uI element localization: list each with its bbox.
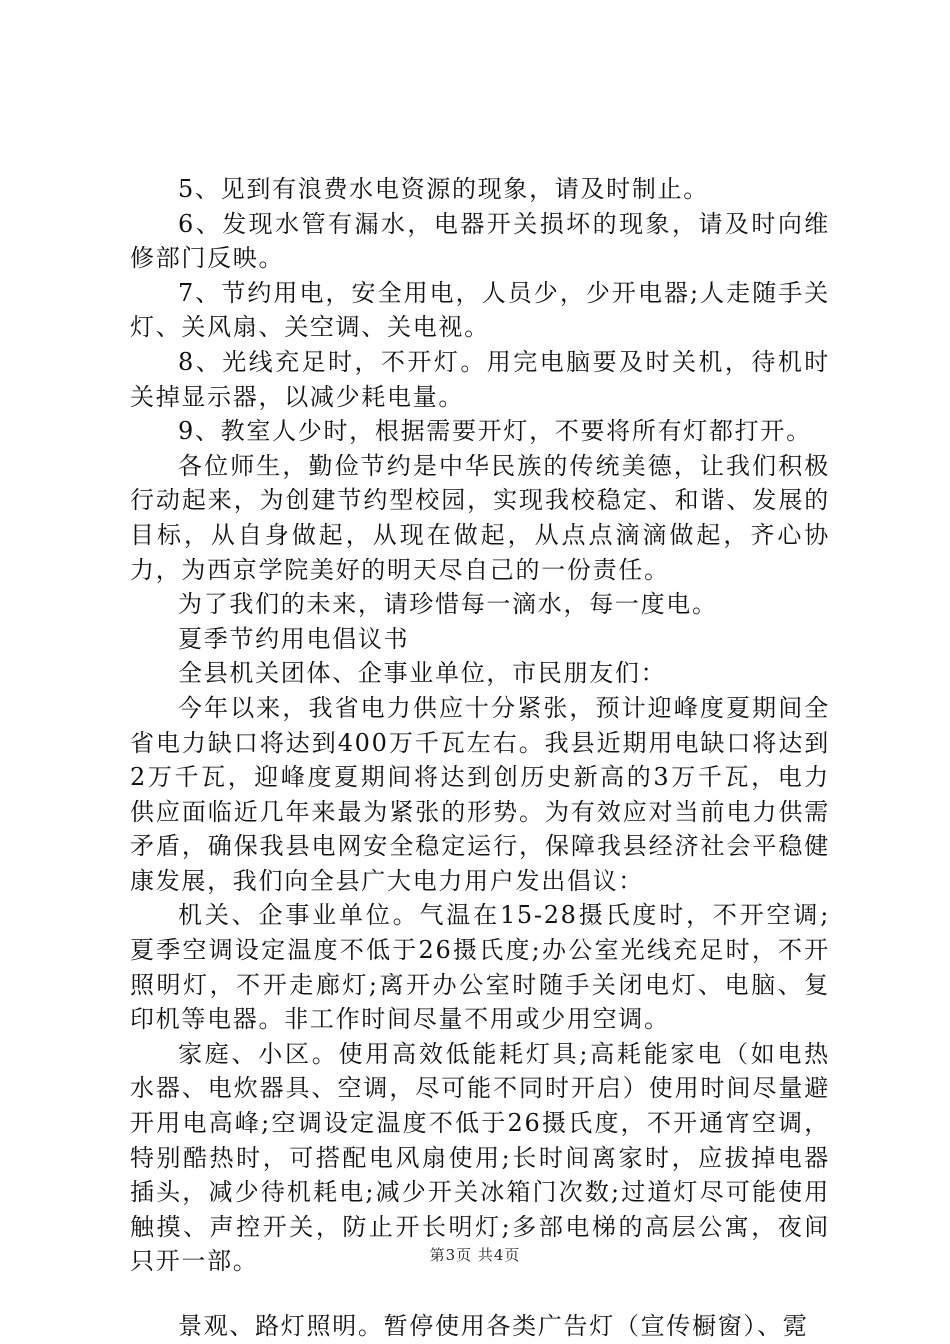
paragraph-item-5: 5、见到有浪费水电资源的现象，请及时制止。 xyxy=(178,175,709,203)
document-body xyxy=(130,172,830,1344)
paragraph-appeal: 各位师生，勤俭节约是中华民族的传统美德，让我们积极行动起来，为创建节约型校园，实现我校稳定、和谐、发展的目标，从自身做起，从现在做起，从点点滴滴做起，齐心协力，为西京学院美好的明天尽自己的一份责任。 xyxy=(130,451,830,584)
paragraph-lighting: 景观、路灯照明。暂停使用各类广告灯（宣传橱窗）、霓 xyxy=(178,1312,809,1340)
paragraph-background: 今年以来，我省电力供应十分紧张，预计迎峰度夏期间全省电力缺口将达到400万千瓦左右。我县近期用电缺口将达到2万千瓦，迎峰度夏期间将达到创历史新高的3万千瓦，电力供应面临近几年来最为紧张的形势。为有效应对当前电力供需矛盾，确保我县电网安全稳定运行，保障我县经济社会平稳健康发展，我们向全县广大电力用户发出倡议： xyxy=(130,693,830,895)
paragraph-item-8: 8、光线充足时，不开灯。用完电脑要及时关机，待机时关掉显示器，以减少耗电量。 xyxy=(130,347,830,411)
paragraph-item-7: 7、节约用电，安全用电，人员少，少开电器;人走随手关灯、关风扇、关空调、关电视。 xyxy=(130,278,830,342)
paragraph-item-9: 9、教室人少时，根据需要开灯，不要将所有灯都打开。 xyxy=(178,417,812,446)
page-number: 第3页 共4页 xyxy=(429,1246,521,1264)
section-title: 夏季节约用电倡议书 xyxy=(178,624,410,653)
paragraph-item-6: 6、发现水管有漏水，电器开关损坏的现象，请及时向维修部门反映。 xyxy=(130,209,830,273)
salutation: 全县机关团体、企事业单位，市民朋友们： xyxy=(178,659,667,688)
paragraph-institutions: 机关、企事业单位。气温在15-28摄氏度时，不开空调;夏季空调设定温度不低于26摄氏度;办公室光线充足时，不开照明灯，不开走廊灯;离开办公室时随手关闭电灯、电脑、复印机等电器。非工作时间尽量不用或少用空调。 xyxy=(130,901,830,1034)
paragraph-closing: 为了我们的未来，请珍惜每一滴水，每一度电。 xyxy=(178,590,718,619)
paragraph-households: 家庭、小区。使用高效低能耗灯具;高耗能家电（如电热水器、电炊器具、空调，尽可能不同时开启）使用时间尽量避开用电高峰;空调设定温度不低于26摄氏度，不开通宵空调，特别酷热时，可搭配电风扇使用;长时间离家时，应拔掉电器插头，减少待机耗电;减少开关冰箱门次数;过道灯尽可能使用触摸、声控开关，防止开长明灯;多部电梯的高层公寓，夜间只开一部。 xyxy=(130,1039,830,1276)
